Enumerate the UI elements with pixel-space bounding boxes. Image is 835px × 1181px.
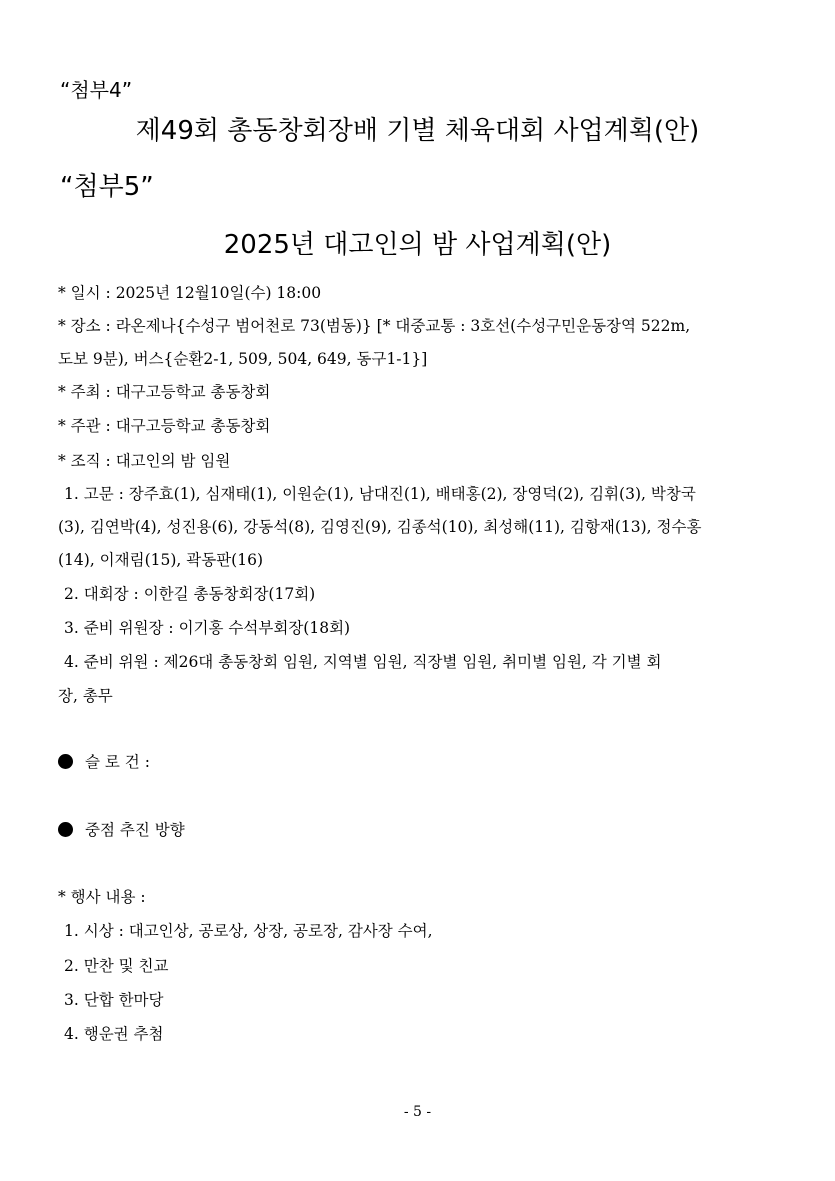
attachment-4-label: “첨부4” bbox=[60, 78, 133, 102]
focus-row bbox=[58, 818, 185, 840]
slogan-label: 슬 로 건 : bbox=[85, 753, 150, 771]
event-place-line2: 도보 9분), 버스{순환2-1, 509, 504, 649, 동구1-1}] bbox=[58, 350, 428, 368]
prep-chair: 3. 준비 위원장 : 이기홍 수석부회장(18회) bbox=[64, 619, 351, 637]
attachment-5-label: “첨부5” bbox=[60, 172, 154, 202]
event-content-item-3: 3. 단합 한마당 bbox=[64, 991, 164, 1009]
slogan-row bbox=[58, 750, 150, 772]
event-organization: * 조직 : 대고인의 밤 임원 bbox=[58, 452, 231, 470]
event-content-heading: * 행사 내용 : bbox=[58, 888, 146, 906]
event-place-line1: * 장소 : 라온제나{수성구 범어천로 73(범동)} [* 대중교통 : 3호선(수성구민운동장역 522m, bbox=[58, 317, 691, 335]
bullet-icon bbox=[58, 822, 73, 837]
focus-label: 중점 추진 방향 bbox=[85, 821, 185, 839]
event-organizer: * 주관 : 대구고등학교 총동창회 bbox=[58, 417, 271, 435]
grand-chair: 2. 대회장 : 이한길 총동창회장(17회) bbox=[64, 585, 316, 603]
event-content-item-2: 2. 만찬 및 친교 bbox=[64, 957, 169, 975]
page-title-1: 제49회 총동창회장배 기별 체육대회 사업계획(안) bbox=[135, 116, 700, 146]
event-content-item-1: 1. 시상 : 대고인상, 공로상, 상장, 공로장, 감사장 수여, bbox=[64, 922, 433, 940]
event-host: * 주최 : 대구고등학교 총동창회 bbox=[58, 383, 271, 401]
bullet-icon bbox=[58, 754, 73, 769]
page-title-2: 2025년 대고인의 밤 사업계획(안) bbox=[223, 230, 612, 260]
event-date: * 일시 : 2025년 12월10일(수) 18:00 bbox=[58, 284, 322, 302]
page-number: - 5 - bbox=[403, 1104, 432, 1120]
event-content-item-4: 4. 행운권 추첨 bbox=[64, 1025, 164, 1043]
advisors-line3: (14), 이재림(15), 곽동판(16) bbox=[58, 551, 263, 569]
prep-members-line2: 장, 총무 bbox=[58, 687, 113, 705]
advisors-line2: (3), 김연박(4), 성진용(6), 강동석(8), 김영진(9), 김종석(10), 최성해(11), 김항재(13), 정수홍 bbox=[58, 518, 702, 536]
prep-members-line1: 4. 준비 위원 : 제26대 총동창회 임원, 지역별 임원, 직장별 임원, 취미별 임원, 각 기별 회 bbox=[64, 653, 662, 671]
advisors-line1: 1. 고문 : 장주효(1), 심재태(1), 이원순(1), 남대진(1), 배태홍(2), 장영덕(2), 김휘(3), 박창국 bbox=[64, 485, 696, 503]
